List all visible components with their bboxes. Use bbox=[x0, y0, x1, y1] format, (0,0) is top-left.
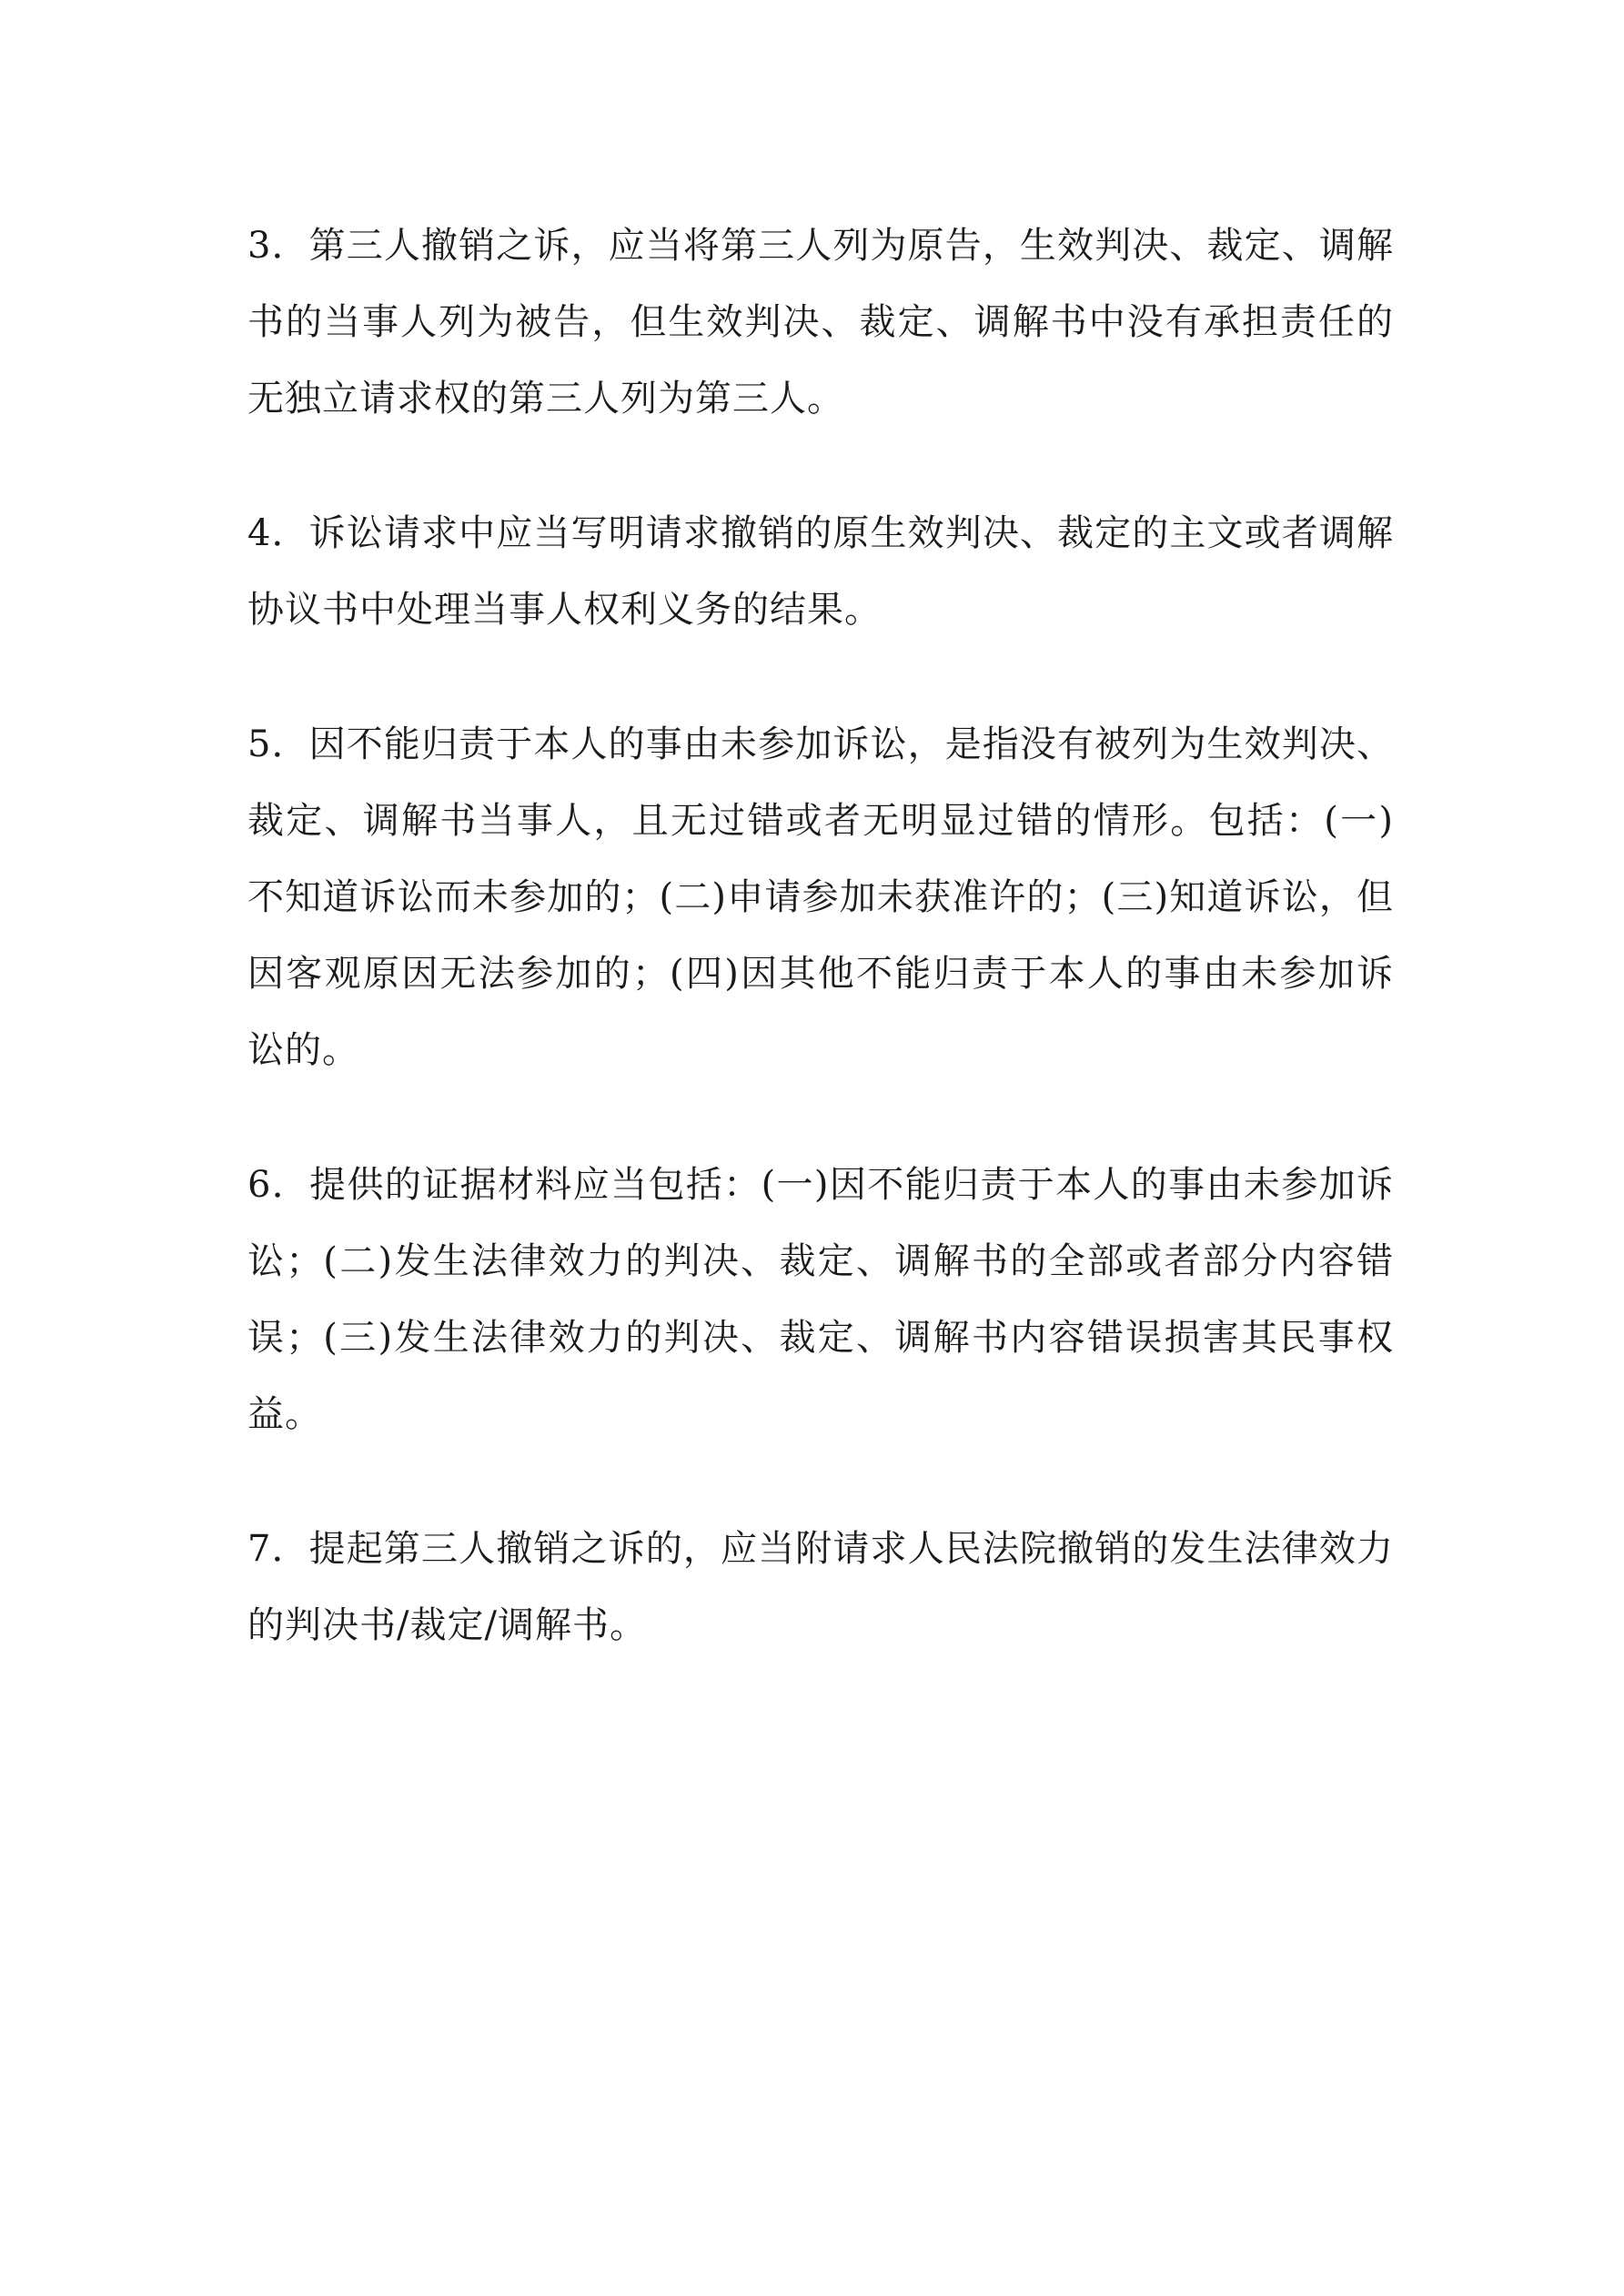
paragraph-3: 3．第三人撤销之诉，应当将第三人列为原告，生效判决、裁定、调解书的当事人列为被告，但生效判决、裁定、调解书中没有承担责任的无独立请求权的第三人列为第三人。 bbox=[247, 225, 1394, 420]
document-body bbox=[247, 207, 1394, 1722]
paragraph-7: 7．提起第三人撤销之诉的，应当附请求人民法院撤销的发生法律效力的判决书/裁定/调解书。 bbox=[247, 1528, 1394, 1646]
paragraph-4: 4．诉讼请求中应当写明请求撤销的原生效判决、裁定的主文或者调解协议书中处理当事人权利义务的结果。 bbox=[247, 512, 1394, 631]
paragraph-5: 5．因不能归责于本人的事由未参加诉讼，是指没有被列为生效判决、裁定、调解书当事人，且无过错或者无明显过错的情形。包括：(一)不知道诉讼而未参加的；(二)申请参加未获准许的；(三)知道诉讼，但因客观原因无法参加的；(四)因其他不能归责于本人的事由未参加诉讼的。 bbox=[247, 723, 1394, 1071]
paragraph-6: 6．提供的证据材料应当包括：(一)因不能归责于本人的事由未参加诉讼；(二)发生法律效力的判决、裁定、调解书的全部或者部分内容错误；(三)发生法律效力的判决、裁定、调解书内容错误损害其民事权益。 bbox=[247, 1164, 1394, 1435]
